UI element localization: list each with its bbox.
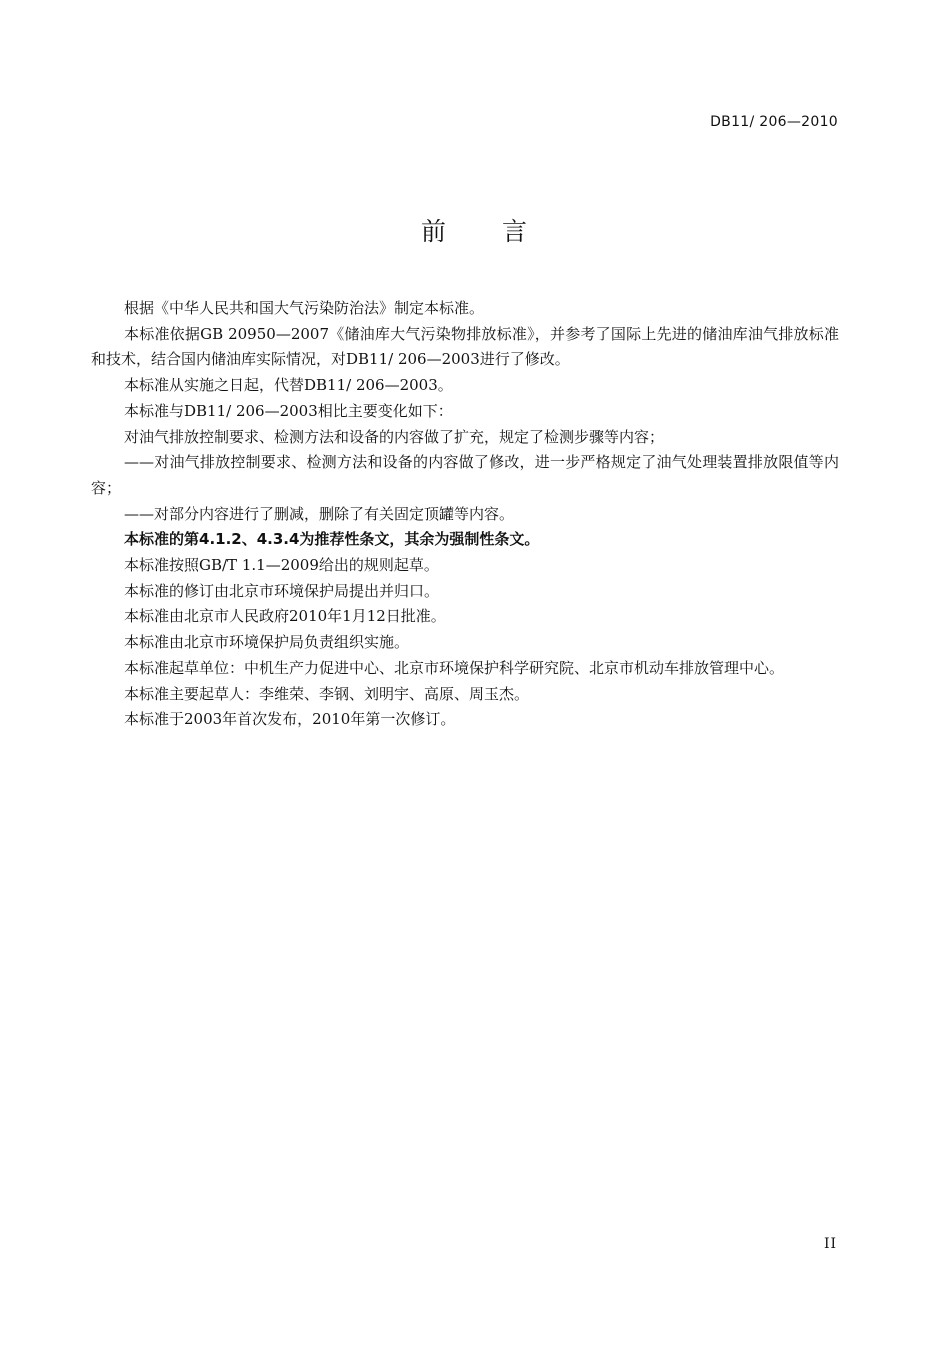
paragraph-proposer: 本标准的修订由北京市环境保护局提出并归口。 xyxy=(124,581,440,600)
paragraph-approval: 本标准由北京市人民政府2010年1月12日批准。 xyxy=(124,607,446,626)
page-number: II xyxy=(823,1236,837,1252)
paragraph-replacement: 本标准从实施之日起，代替DB11/ 206—2003。 xyxy=(124,376,453,395)
standard-code: DB11/ 206—2010 xyxy=(710,114,838,130)
paragraph-changes-intro: 本标准与DB11/ 206—2003相比主要变化如下： xyxy=(124,401,453,420)
paragraph-legal-basis: 根据《中华人民共和国大气污染防治法》制定本标准。 xyxy=(124,299,485,317)
paragraph-drafting-rules: 本标准按照GB/T 1.1—2009给出的规则起草。 xyxy=(124,556,439,575)
paragraph-change-item-1: 对油气排放控制要求、检测方法和设备的内容做了扩充，规定了检测步骤等内容； xyxy=(124,427,665,446)
paragraph-publication-history: 本标准于2003年首次发布，2010年第一次修订。 xyxy=(124,710,456,729)
paragraph-recommended-clauses: 本标准的第4.1.2、4.3.4为推荐性条文，其余为强制性条文。 xyxy=(124,530,540,549)
paragraph-implementation: 本标准由北京市环境保护局负责组织实施。 xyxy=(124,633,410,652)
paragraph-change-item-3: ——对部分内容进行了删减，删除了有关固定顶罐等内容。 xyxy=(124,504,515,523)
page-title: 前 言 xyxy=(420,217,529,246)
foreword-body xyxy=(91,296,839,733)
paragraph-drafters: 本标准主要起草人：李维荣、李钢、刘明宇、高原、周玉杰。 xyxy=(124,684,530,703)
paragraph-reference-standard: 本标准依据GB 20950—2007《储油库大气污染物排放标准》，并参考了国际上先进的储油库油气排放标准和技术，结合国内储油库实际情况，对DB11/ 206—2003进行了修改。 xyxy=(91,324,839,369)
paragraph-drafting-units: 本标准起草单位：中机生产力促进中心、北京市环境保护科学研究院、北京市机动车排放管理中心。 xyxy=(124,658,785,677)
paragraph-change-item-2: ——对油气排放控制要求、检测方法和设备的内容做了修改，进一步严格规定了油气处理装置排放限值等内容； xyxy=(91,453,839,497)
